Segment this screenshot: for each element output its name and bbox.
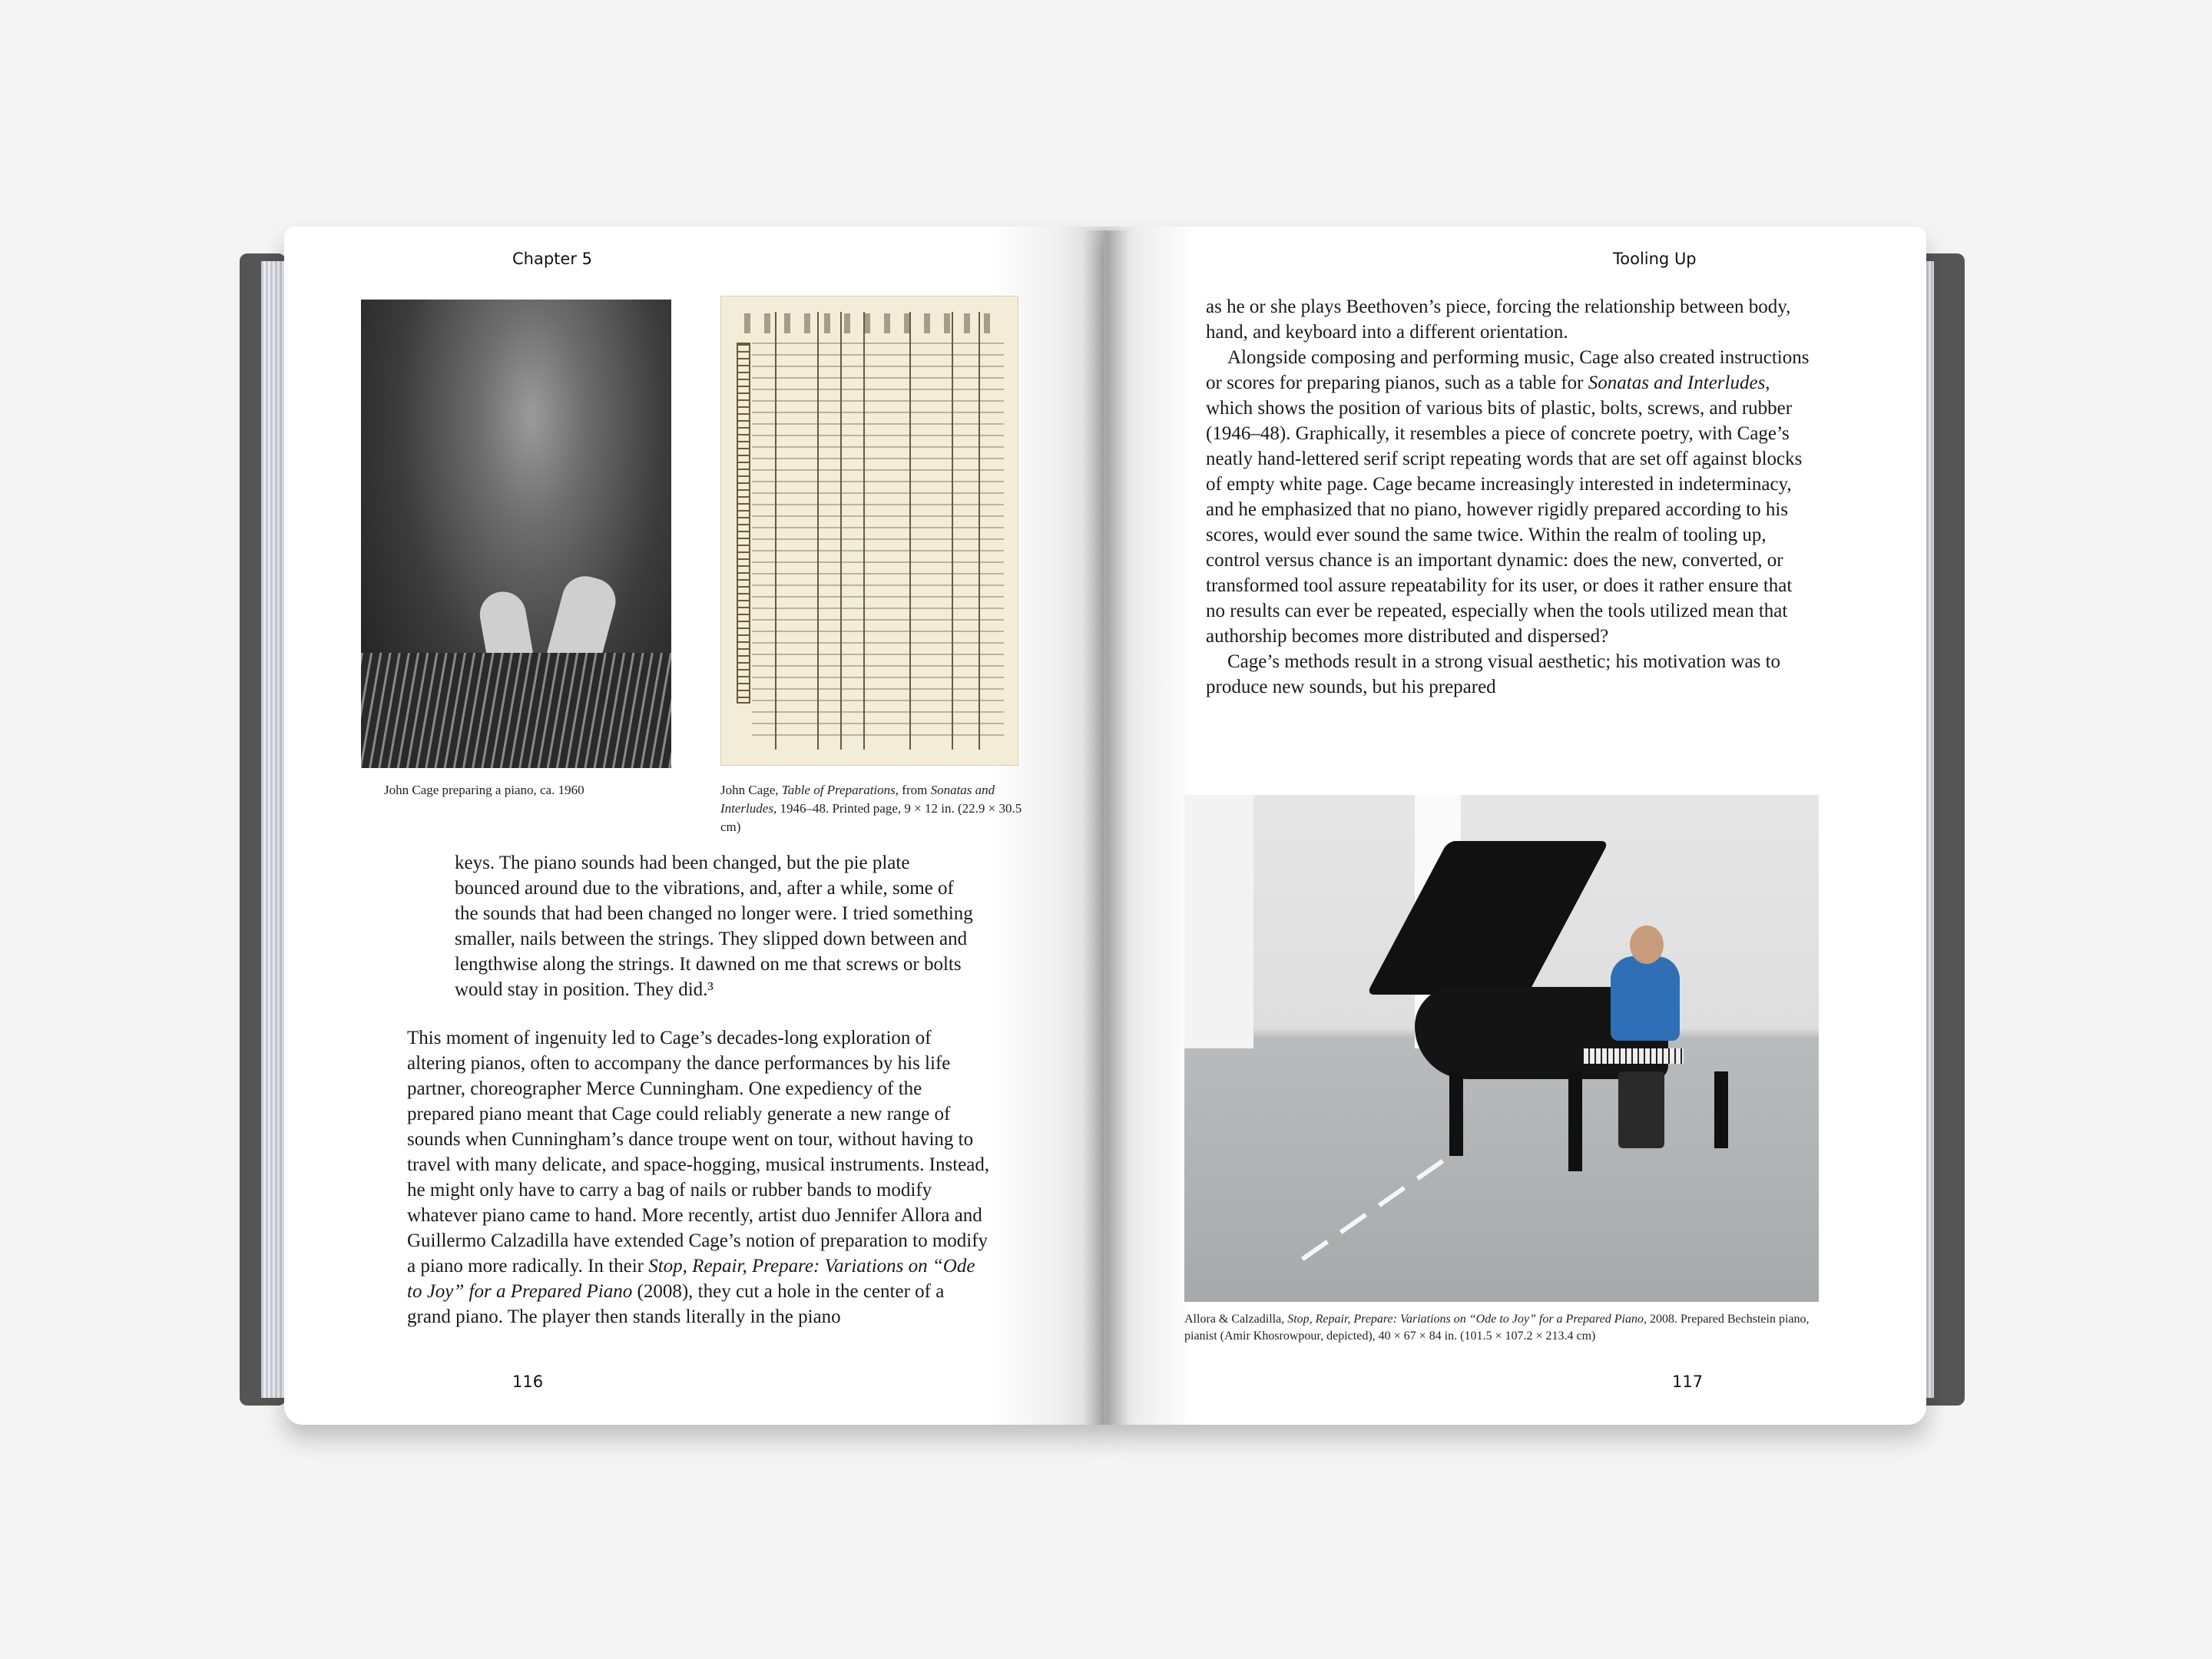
piano-keys <box>1584 1048 1684 1064</box>
pianist-head <box>1630 926 1664 964</box>
piano-lid <box>1366 841 1609 995</box>
piano-strings <box>361 653 671 768</box>
table-rows <box>752 343 1004 742</box>
figure1-caption: John Cage preparing a piano, ca. 1960 <box>384 783 584 797</box>
floor-tape <box>1416 1159 1444 1181</box>
table-of-preparations-image <box>720 296 1018 766</box>
page-number-right: 117 <box>1672 1373 1704 1391</box>
book-gutter <box>1083 230 1129 1425</box>
table-rule <box>909 312 911 750</box>
left-body-text: This moment of ingenuity led to Cage’s decades-long exploration of altering pianos, often to accompany the dance performances by his life partner, choreographer Merce Cunningham. One expediency of the prepared piano meant that Cage could reliably generate a new range of sounds when Cunningham’s dance troupe went on tour, without having to travel with many delicate, and space-hogging, musical instruments. Instead, he might only have to carry a bag of nails or rubber bands to modify whatever piano came to hand. More recently, artist duo Jennifer Allora and Guillermo Calzadilla have extended Cage’s notion of preparation to modify a piano more radically. In their Stop, Repair, Prepare: Variations on “Ode to Joy” for a Prepared Piano (2008), they cut a hole in the center of a grand piano. The player then stands literally in the piano <box>407 1028 990 1327</box>
chapter-title-header: Tooling Up <box>1613 250 1697 268</box>
floor-tape <box>1378 1186 1406 1207</box>
table-rule <box>863 312 865 750</box>
gallery-wall <box>1184 795 1253 1048</box>
table-rule <box>775 312 777 750</box>
piano-leg <box>1714 1071 1728 1148</box>
piano-leg <box>1568 1071 1582 1171</box>
piano-leg <box>1449 1071 1463 1156</box>
photo-prepared-piano-installation <box>1184 795 1819 1302</box>
table-rule <box>952 312 953 750</box>
table-rule <box>840 312 842 750</box>
right-page <box>1104 227 1926 1425</box>
floor-tape <box>1301 1240 1329 1261</box>
table-header-row <box>744 313 1004 333</box>
block-quote: keys. The piano sounds had been changed, but the pie plate bounced around due to the vibrations, and, after a while, some of the sounds that had been changed no longer were. I tried something smaller, nails between the strings. They slipped down between and lengthwise along the strings. It dawned on me that screws or bolts would stay in position. They did.³ <box>455 853 973 1000</box>
page-number-left: 116 <box>512 1373 544 1391</box>
left-page <box>284 227 1106 1425</box>
figure2-caption: John Cage, Table of Preparations, from Sonatas and Interludes, 1946–48. Printed page, 9 × 12 in. (22.9 × 30.5 cm) <box>720 783 1022 834</box>
figure3-caption: Allora & Calzadilla, Stop, Repair, Prepare: Variations on “Ode to Joy” for a Prepared Piano, 2008. Prepared Bechstein piano, pianist (Amir Khosrowpour, depicted), 40 × 67 × 84 in. (101.5 × 107.2 × 213.4 cm) <box>1184 1313 1810 1343</box>
photo-john-cage-preparing-piano <box>361 300 671 768</box>
right-body-text: as he or she plays Beethoven’s piece, forcing the relationship between body, hand, and keyboard into a different orientation. Alongside composing and performing music, Cage also created instructions or scores for preparing pianos, such as a table for Sonatas and Interludes, which shows the position of various bits of plastic, bolts, screws, and rubber (1946–48). Graphically, it resembles a piece of concrete poetry, with Cage’s neatly hand-lettered serif script repeating words that are set off against blocks of empty white page. Cage became increasingly interested in indeterminacy, and he emphasized that no piano, however rigidly prepared according to his scores, would ever sound the same twice. Within the realm of tooling up, control versus chance is an important dynamic: does the new, converted, or transformed tool assure repeatability for its user, or does it rather ensure that no results can ever be repeated, especially when the tools utilized mean that authorship becomes more distributed and dispersed? Cage’s methods result in a strong visual aesthetic; his motivation was to produce new sounds, but his prepared <box>1206 296 1810 697</box>
pianist-legs <box>1618 1071 1664 1148</box>
table-rule <box>817 312 819 750</box>
floor-tape <box>1339 1213 1367 1234</box>
table-keyboard-ladder <box>737 343 750 704</box>
table-rule <box>979 312 980 750</box>
chapter-header: Chapter 5 <box>512 250 592 268</box>
pianist <box>1611 956 1680 1041</box>
